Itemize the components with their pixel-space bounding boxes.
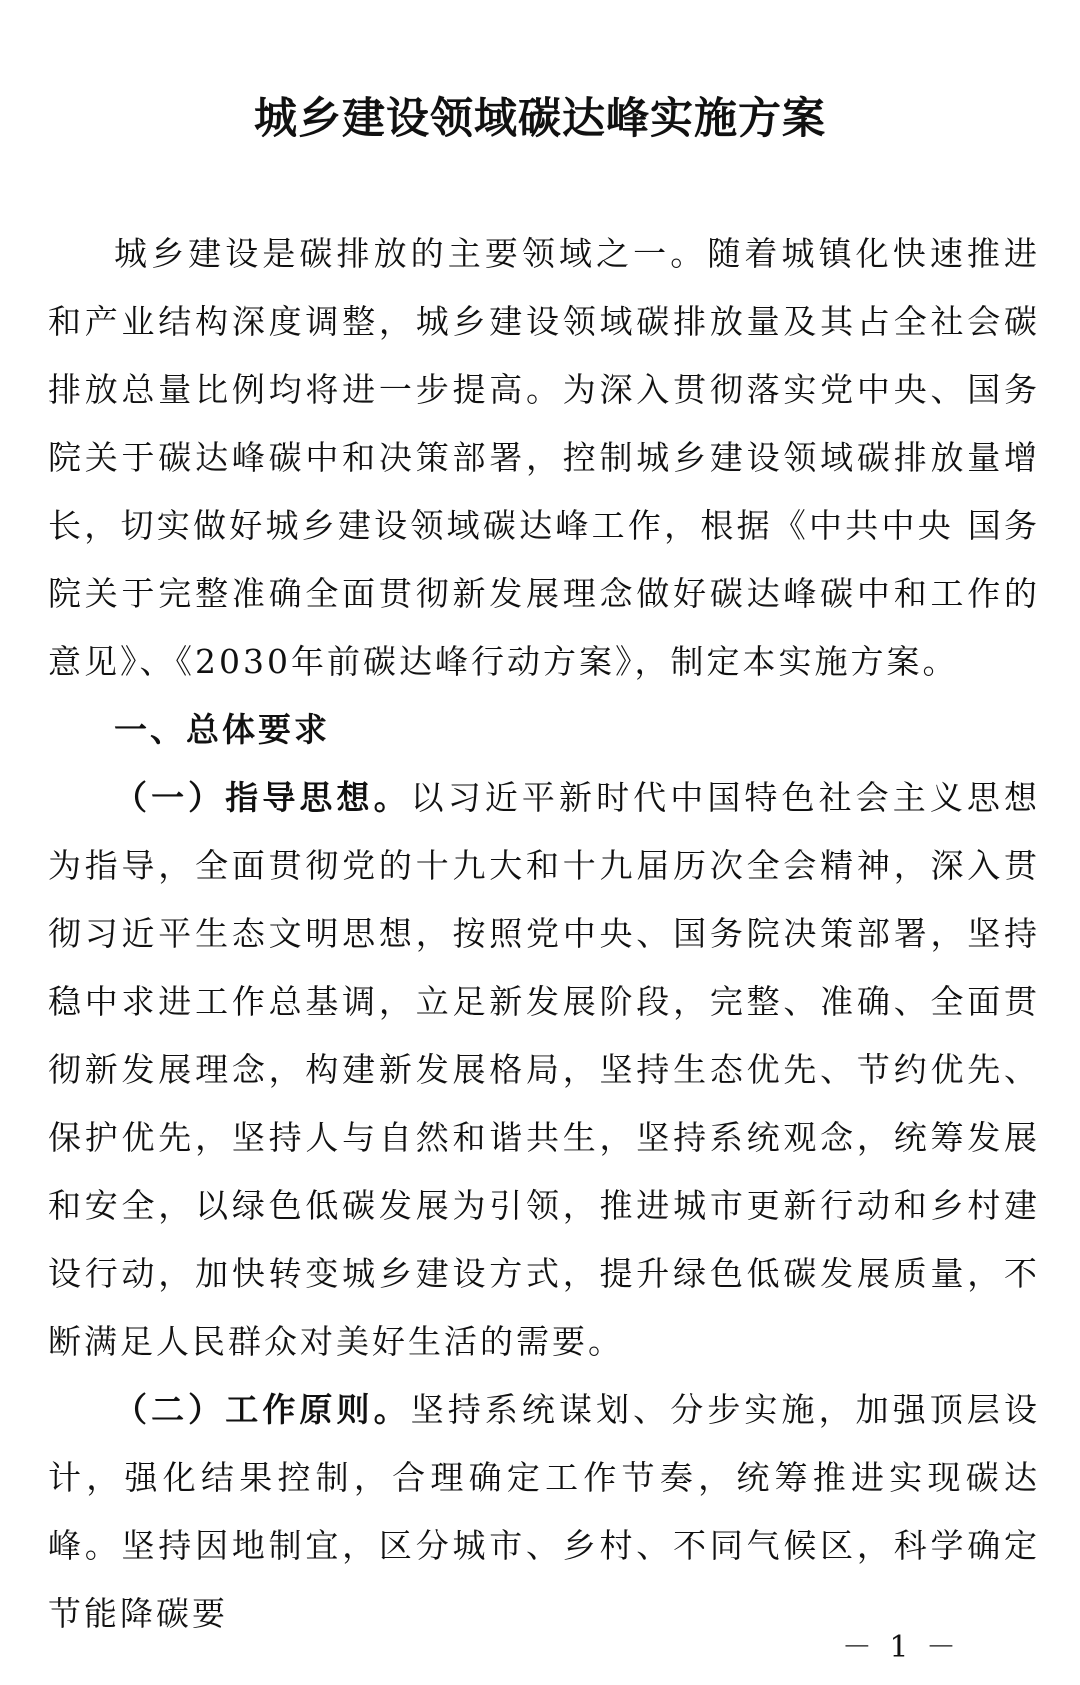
document-title: 城乡建设领域碳达峰实施方案 [254,94,826,144]
work-principles-text: 坚持系统谋划、分步实施，加强顶层设计，强化结果控制，合理确定工作节奏，统筹推进实现碳达峰。坚持因地制宜，区分城市、乡村、不同气候区，科学确定节能降碳要 [48,1390,1041,1633]
document-body [48,220,1040,1648]
section-heading-general-requirements: 一、总体要求 [114,710,330,749]
intro-paragraph: 城乡建设是碳排放的主要领域之一。随着城镇化快速推进和产业结构深度调整，城乡建设领域碳排放量及其占全社会碳排放总量比例均将进一步提高。为深入贯彻落实党中央、国务院关于碳达峰碳中和决策部署，控制城乡建设领域碳排放量增长，切实做好城乡建设领域碳达峰工作，根据《中共中央 国务院关于完整准确全面贯彻新发展理念做好碳达峰碳中和工作的意见》、《2030年前碳达峰行动方案》，制定本实施方案。 [48,234,1040,681]
guiding-ideology-text: 以习近平新时代中国特色社会主义思想为指导，全面贯彻党的十九大和十九届历次全会精神，深入贯彻习近平生态文明思想，按照党中央、国务院决策部署，坚持稳中求进工作总基调，立足新发展阶段，完整、准确、全面贯彻新发展理念，构建新发展格局，坚持生态优先、节约优先、保护优先，坚持人与自然和谐共生，坚持系统观念，统筹发展和安全，以绿色低碳发展为引领，推进城市更新行动和乡村建设行动，加快转变城乡建设方式，提升绿色低碳发展质量，不断满足人民群众对美好生活的需要。 [48,778,1041,1361]
paragraph-guiding-ideology [48,764,1040,1376]
paragraph-work-principles [48,1376,1040,1648]
work-principles-lead: （二）工作原则。 [114,1390,411,1429]
guiding-ideology-lead: （一）指导思想。 [114,778,411,817]
page-number: － 1 － [841,1630,960,1665]
